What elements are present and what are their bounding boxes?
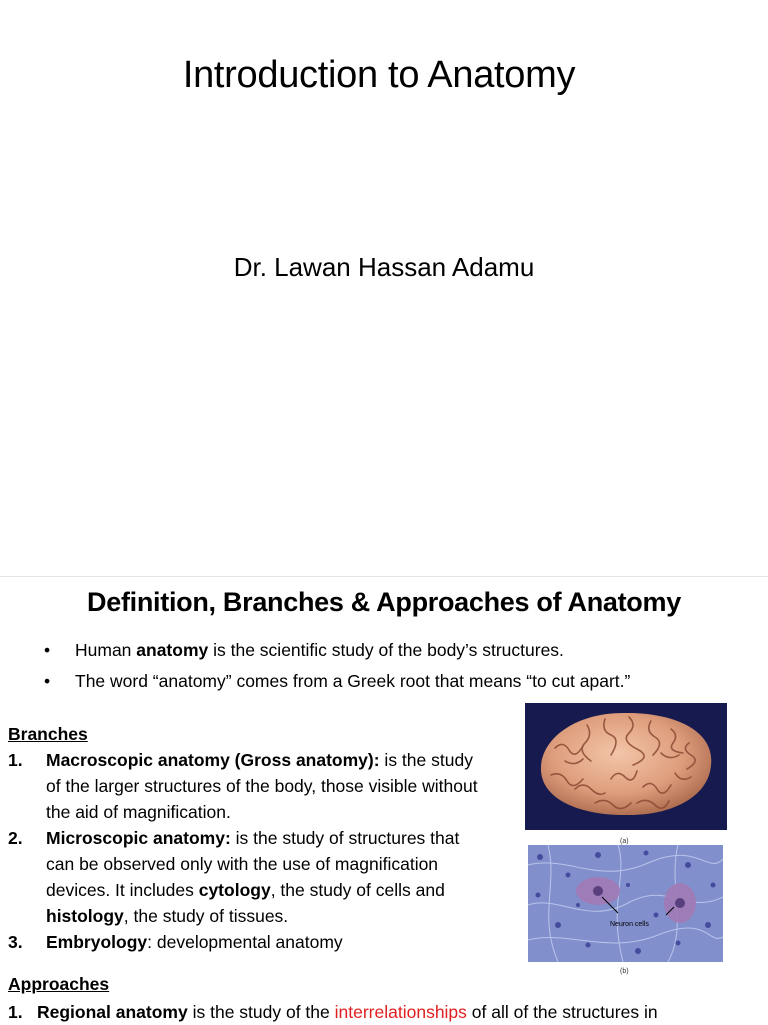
list-number: 3. (8, 932, 23, 952)
figure-a-caption: (a) (620, 838, 629, 845)
branches-heading: Branches (8, 724, 88, 744)
list-item: 1. Regional anatomy is the study of the interrelationships of all of the structures in (8, 999, 768, 1025)
author-name: Dr. Lawan Hassan Adamu (233, 252, 535, 282)
branch-term: Macroscopic anatomy (Gross anatomy): (46, 750, 380, 770)
approaches-list (8, 999, 768, 1025)
list-number: 1. (8, 1002, 23, 1022)
brain-image (525, 703, 727, 830)
list-item: 3. Embryology: developmental anatomy (8, 929, 478, 955)
bullet-icon: • (44, 640, 51, 660)
bullet-item: • Human anatomy is the scientific study of the body’s structures. (44, 638, 756, 663)
list-number: 2. (8, 828, 23, 848)
list-item: 2. Microscopic anatomy: is the study of structures that can be observed only with the use of magnification devices. It includes cytology, the study of cells and histology, the study of tissues. (8, 825, 478, 929)
definition-bullets (44, 638, 756, 700)
branch-term: Microscopic anatomy: (46, 828, 231, 848)
slide-title: Introduction to Anatomy (182, 54, 576, 96)
bullet-item: • The word “anatomy” comes from a Greek root that means “to cut apart.” (44, 669, 756, 694)
list-item: 1. Macroscopic anatomy (Gross anatomy): is the study of the larger structures of the body, those visible without the aid of magnification. (8, 747, 478, 825)
bullet-icon: • (44, 671, 51, 691)
slide-divider (0, 576, 768, 577)
figure-b-caption: (b) (620, 968, 629, 975)
approach-term: Regional anatomy (37, 1002, 188, 1022)
slide-heading: Definition, Branches & Approaches of Anatomy (87, 587, 681, 617)
list-number: 1. (8, 750, 23, 770)
highlighted-term: interrelationships (334, 1002, 467, 1022)
branch-term: Embryology (46, 932, 148, 952)
branches-list (8, 747, 478, 955)
approaches-heading: Approaches (8, 974, 110, 994)
neuron-micrograph-image (528, 845, 723, 962)
neuron-cells-label: Neuron cells (610, 921, 649, 928)
